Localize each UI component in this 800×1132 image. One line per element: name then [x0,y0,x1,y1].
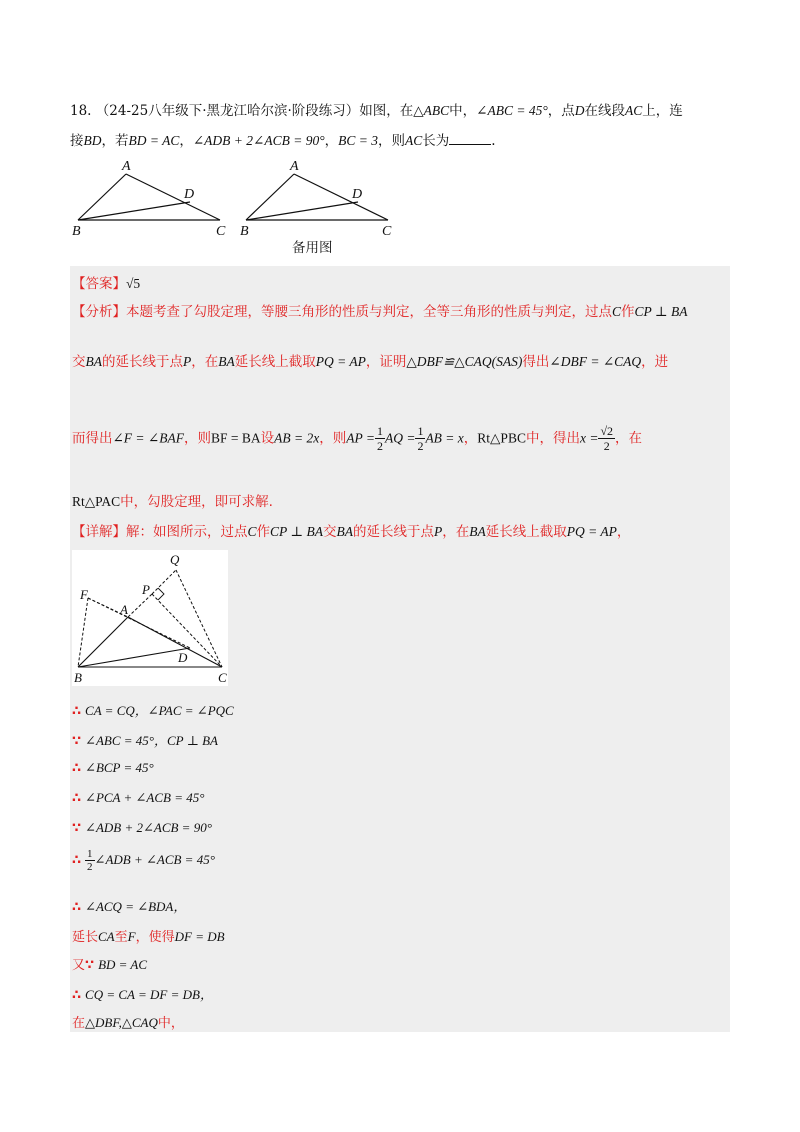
math: PQ = AP [566,524,617,539]
math: ∠ADB + ∠ACB = 45° [94,852,215,867]
analysis-label: 【分析】 [72,304,126,320]
math: BA [218,354,235,369]
math: ，CP ⊥ BA [153,733,218,748]
math: P [433,524,443,539]
math: AB = x [425,430,464,446]
therefore-symbol: ∴ [72,988,82,1003]
answer-blank[interactable] [449,130,491,145]
label-P: P [142,582,150,597]
label-B: B [240,224,249,238]
text: 的延长线于点 [352,524,434,540]
label-A: A [122,159,131,174]
math: P [183,354,192,369]
fraction-half [415,424,425,453]
text: 中，得出 [525,430,580,447]
math-d: D [574,103,585,118]
math-bc: BC = 3 [338,133,378,148]
text: . [491,133,496,149]
answer-value: √5 [126,276,141,291]
fraction-half [375,424,385,453]
math: F [127,929,136,944]
math: ∠PCA + ∠ACB = 45° [85,790,205,805]
math: ，∠PAC = ∠PQC [134,703,234,718]
therefore-symbol: ∴ [72,761,82,776]
math: C [247,524,257,539]
triangle-figure-backup [236,156,406,238]
detail-label: 【详解】 [72,524,126,540]
text: 而得出 [72,430,113,447]
question-line-2 [70,126,730,156]
math-triangle-abc: △ABC [413,103,450,118]
math: CA = CQ [85,703,135,718]
text: ，点 [547,103,575,119]
numerator: 1 [87,848,93,860]
answer-line [72,272,140,292]
step-6 [72,848,215,873]
math-bd-eq-ac: BD = AC [128,133,180,148]
question-text [70,96,730,156]
math: Rt△PAC [72,494,121,509]
text: ，在 [191,354,219,370]
text: ， [324,133,339,149]
text: 中，勾股定理，即可求解. [120,494,273,510]
label-Q: Q [170,552,180,567]
denominator: 2 [376,439,383,453]
text: 解：如图所示，过点 [126,524,248,540]
math-angle-condition: ∠ADB + 2∠ACB = 90° [192,133,325,148]
math-ac: AC [625,103,643,118]
text: 至 [114,930,128,945]
label-F: F [80,587,88,602]
math: BA [469,524,486,539]
step-5 [72,820,212,836]
math: ， [173,899,187,914]
math: CP ⊥ BA [270,524,323,539]
text: 延长线上截取 [234,354,316,370]
text: 交 [322,524,337,540]
right-angle-marker [158,588,164,600]
math: △DBF≌△CAQ(SAS) [406,354,523,369]
text: ，则 [377,133,405,149]
step-8 [72,926,225,945]
text: 中， [157,1016,184,1031]
math: PQ = AP [315,354,366,369]
figure-caption: 备用图 [292,240,333,256]
math: C [612,304,622,319]
numerator: 1 [376,424,383,438]
text: 延长线上截取 [485,524,567,540]
text: 作 [621,304,635,320]
analysis-line-1 [72,300,687,320]
math: CA [98,929,115,944]
math: x = [579,430,599,446]
text: ， [463,430,478,447]
because-symbol: ∵ [85,958,95,973]
answer-label: 【答案】 [72,276,126,292]
text: 延长 [72,930,99,945]
step-1 [72,700,234,719]
label-B: B [72,224,81,238]
math: AP = [346,430,375,446]
math: ∠ACQ = ∠BDA [85,899,174,914]
text: ，若 [101,133,129,149]
math: △DBF,△CAQ [85,1015,158,1030]
label-A: A [290,159,299,174]
detail-line [72,520,630,540]
analysis-line-3 [72,424,642,453]
math: Rt△PBC [477,430,526,446]
math: CP ⊥ BA [634,304,688,319]
step-10 [72,984,213,1003]
fraction-half [85,848,95,873]
text: 接 [70,133,84,149]
label-C: C [382,224,392,238]
text: 在线段 [584,103,625,119]
step-4 [72,790,204,806]
text: ，进 [641,354,669,370]
text: ，使得 [135,930,175,945]
text: 中， [449,103,477,119]
step-9 [72,954,147,973]
question-number: 18. [70,103,92,119]
numerator: 1 [417,424,424,438]
math: BF = BA [210,430,261,446]
because-symbol: ∵ [72,821,82,836]
math: CQ = CA = DF = DB [85,987,200,1002]
text: 交 [72,354,86,370]
triangle-figure-main [68,156,238,238]
fraction-root2-over-2 [598,424,615,453]
text: ，证明 [365,354,407,370]
text: 上，连 [642,103,683,119]
therefore-symbol: ∴ [72,791,82,806]
construction-figure [72,550,228,686]
math: ∠DBF = ∠CAQ [549,354,642,369]
text: ，则 [319,430,347,447]
text: ， [616,524,631,540]
denominator: 2 [87,861,93,873]
label-B: B [74,670,82,685]
therefore-symbol: ∴ [72,900,82,915]
math: BA [336,524,353,539]
because-symbol: ∵ [72,734,82,749]
math: ∠F = ∠BAF [112,430,184,446]
label-D: D [352,187,363,202]
text: ， [179,133,193,149]
math: AB = 2x [274,430,320,446]
label-C: C [216,224,226,238]
math: AQ = [384,430,416,446]
step-2 [72,730,218,749]
analysis-line-2 [72,350,668,370]
question-source: （24-25八年级下·黑龙江哈尔滨·阶段练习）如图，在 [95,103,414,119]
math-angle-abc: ∠ABC = 45° [476,103,548,118]
label-D: D [184,187,195,202]
math: BD = AC [98,957,148,972]
text: 的延长线于点 [102,354,183,370]
text: ，则 [183,430,211,447]
therefore-symbol: ∴ [72,704,82,719]
math-ac: AC [404,133,423,148]
math-bd: BD [83,133,102,148]
math: ， [199,987,213,1002]
text: ，在 [442,524,470,540]
text: 得出 [522,354,550,370]
math: BA [85,354,102,369]
math: ∠ABC = 45° [85,733,154,748]
text: 长为 [422,133,450,149]
text: 又 [72,958,86,973]
text: 本题考查了勾股定理，等腰三角形的性质与判定，全等三角形的性质与判定，过点 [126,304,612,320]
text: 设 [260,430,275,447]
analysis-line-4 [72,490,273,510]
question-line-1 [70,96,730,126]
step-11 [72,1012,184,1031]
step-3 [72,760,154,776]
label-A: A [120,602,128,617]
denominator: 2 [417,439,424,453]
text: ，在 [615,430,643,447]
math: ∠BCP = 45° [85,760,154,775]
math: ∠ADB + 2∠ACB = 90° [85,820,212,835]
denominator: 2 [603,439,610,453]
therefore-symbol: ∴ [72,853,82,868]
numerator: √2 [600,424,614,438]
text: 作 [256,524,271,540]
label-D: D [178,650,188,665]
label-C: C [218,670,227,685]
text: 在 [72,1016,86,1031]
step-7 [72,896,186,915]
math: DF = DB [174,929,225,944]
